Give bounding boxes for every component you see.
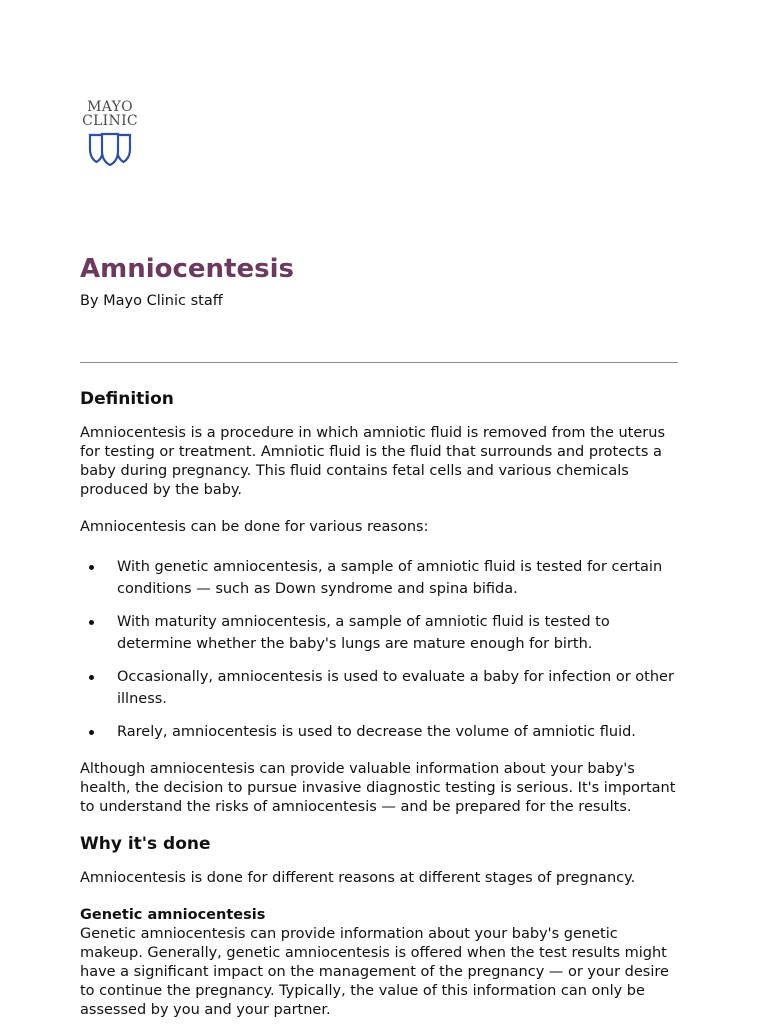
why-paragraph-2: Genetic amniocentesis can provide information about your baby's genetic makeup. Generally, genetic amniocentesis is offered when the test results might have a significant impact on the management of the pregnancy — or your desire to continue the pregnancy. Typically, the value of this information can only be assessed by you and your partner.: [80, 926, 669, 1018]
bullet-icon: [89, 730, 94, 735]
definition-paragraph-3: Although amniocentesis can provide valuable information about your baby's health, the decision to pursue invasive diagnostic testing is serious. It's important to understand the risks of amniocentesis — and be prepared for the results.: [80, 761, 676, 815]
article-body: [80, 386, 680, 1020]
page-title: Amniocentesis: [80, 254, 294, 284]
logo-text-line1: MAYO: [87, 99, 133, 115]
list-item: [80, 611, 680, 655]
list-item-text: Occasionally, amniocentesis is used to evaluate a baby for infection or other illness.: [117, 669, 674, 707]
bullet-icon: [89, 620, 94, 625]
list-item-text: With maturity amniocentesis, a sample of amniotic fluid is tested to determine whether the baby's lungs are mature enough for birth.: [117, 614, 610, 652]
definition-paragraph-2: Amniocentesis can be done for various reasons:: [80, 519, 429, 535]
bullet-icon: [89, 675, 94, 680]
section-heading-why: Why it's done: [80, 834, 211, 854]
divider: [80, 362, 678, 363]
list-item: [80, 556, 680, 600]
bullet-icon: [89, 565, 94, 570]
definition-paragraph-1: Amniocentesis is a procedure in which amniotic fluid is removed from the uterus for testing or treatment. Amniotic fluid is the fluid that surrounds and protects a baby during pregnancy. This fluid contains fetal cells and various chemicals produced by the baby.: [80, 425, 665, 498]
mayo-clinic-logo: [80, 100, 140, 166]
list-item-text: Rarely, amniocentesis is used to decrease the volume of amniotic fluid.: [117, 724, 636, 740]
list-item: [80, 666, 680, 710]
reasons-list: [80, 556, 680, 743]
why-paragraph-1: Amniocentesis is done for different reasons at different stages of pregnancy.: [80, 870, 636, 886]
list-item-text: With genetic amniocentesis, a sample of amniotic fluid is tested for certain conditions — such as Down syndrome and spina bifida.: [117, 559, 663, 597]
list-item: [80, 721, 680, 743]
logo-text-line2: CLINIC: [82, 113, 138, 129]
subheading-genetic: Genetic amniocentesis: [80, 907, 266, 923]
byline: By Mayo Clinic staff: [80, 293, 223, 309]
mayo-shields-icon: [88, 132, 132, 166]
section-heading-definition: Definition: [80, 389, 174, 409]
